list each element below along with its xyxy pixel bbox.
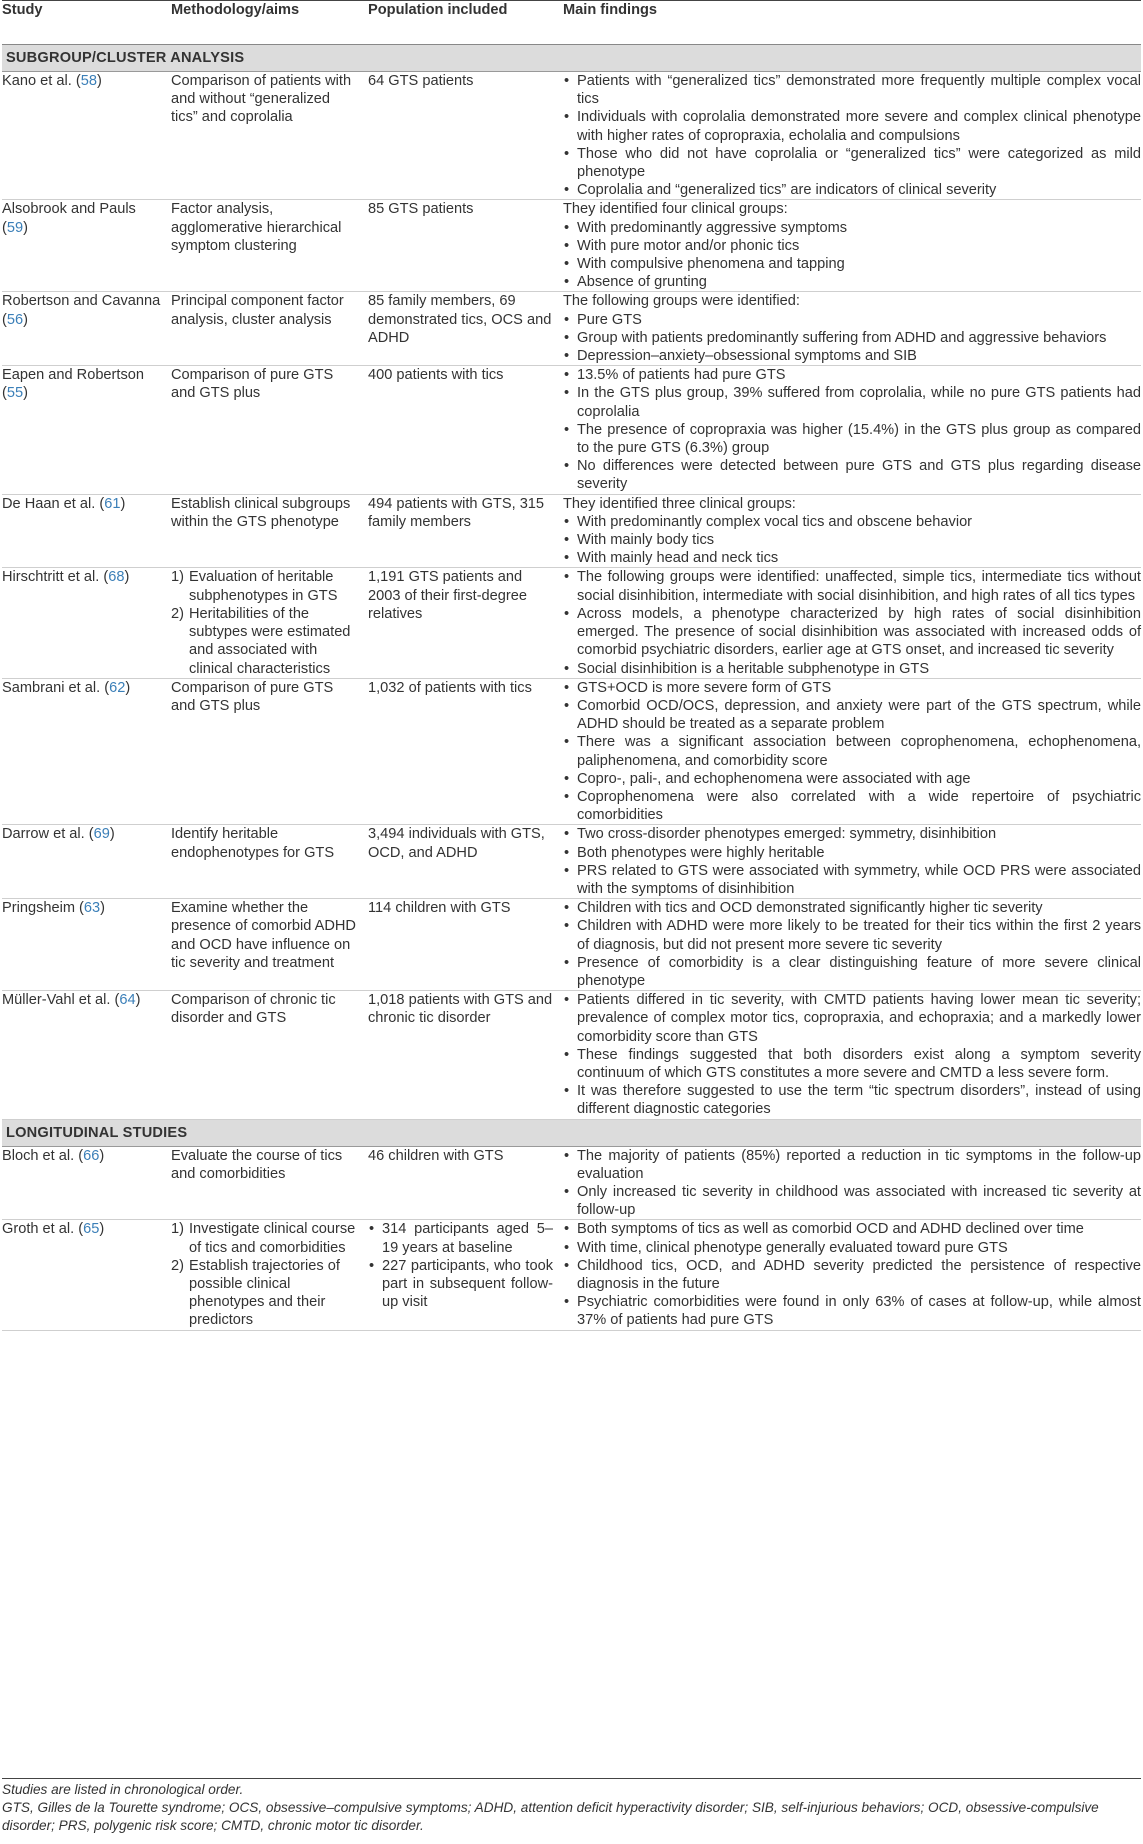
population-text: 64 GTS patients: [368, 73, 474, 89]
study-cell: Alsobrook and Pauls (59): [2, 200, 171, 292]
table-row: [2, 366, 1141, 494]
findings-list: [563, 568, 1141, 677]
findings-list: [563, 72, 1141, 199]
finding-item: • Children with tics and OCD demonstrated significantly higher tic severity: [563, 899, 1141, 917]
population-cell: [368, 568, 563, 678]
finding-item: • Patients with “generalized tics” demonstrated more frequently multiple complex vocal tics: [563, 72, 1141, 108]
finding-item: • The presence of copropraxia was higher (15.4%) in the GTS plus group as compared to the pure GTS (6.3%) group: [563, 421, 1141, 457]
finding-item: • 13.5% of patients had pure GTS: [563, 366, 1141, 384]
findings-cell: [563, 991, 1141, 1119]
population-text: 1,191 GTS patients and 2003 of their first-degree relatives: [368, 569, 527, 622]
findings-cell: [563, 1220, 1141, 1330]
methodology-cell: [171, 1146, 368, 1220]
population-text: 85 GTS patients: [368, 201, 474, 218]
reference-link[interactable]: 61: [104, 495, 121, 512]
population-text: 1,032 of patients with tics: [368, 679, 532, 696]
finding-item: • Presence of comorbidity is a clear distinguishing feature of more severe clinical phenotype: [563, 954, 1141, 990]
study-cell: Kano et al. (58): [2, 72, 171, 200]
findings-cell: [563, 200, 1141, 292]
finding-item: • GTS+OCD is more severe form of GTS: [563, 679, 1141, 697]
item-number: 2): [171, 605, 184, 622]
finding-item: • Pure GTS: [563, 311, 1141, 329]
methodology-text: Evaluation of heritable subphenotypes in GTS: [189, 569, 338, 604]
table-row: [2, 899, 1141, 991]
finding-item: • With compulsive phenomena and tapping: [563, 255, 1141, 273]
table-header-row: [2, 1, 1141, 45]
finding-item: • PRS related to GTS were associated with symmetry, while OCD PRS were associated with the symptoms of disinhibition: [563, 862, 1141, 898]
header-study: Study: [2, 1, 171, 45]
study-name: Kano et al.: [2, 73, 72, 89]
findings-intro: The following groups were identified:: [563, 293, 800, 310]
finding-item: • Individuals with coprolalia demonstrated more severe and complex clinical phenotype with higher rates of copropraxia, echolalia and compulsions: [563, 108, 1141, 144]
methodology-text: Establish clinical subgroups within the GTS phenotype: [171, 495, 351, 530]
study-cell: De Haan et al. (61): [2, 494, 171, 568]
study-name: Darrow et al.: [2, 826, 85, 843]
methodology-cell: [171, 825, 368, 899]
methodology-text: Factor analysis, agglomerative hierarchical symptom clustering: [171, 201, 342, 254]
finding-item: • No differences were detected between pure GTS and GTS plus regarding disease severity: [563, 457, 1141, 493]
section-title: SUBGROUP/CLUSTER ANALYSIS: [2, 45, 1141, 72]
finding-item: • Children with ADHD were more likely to be treated for their tics within the first 2 years of diagnosis, but did not present more severe tic severity: [563, 917, 1141, 953]
methodology-item: [171, 605, 358, 678]
study-name: Sambrani et al.: [2, 679, 101, 696]
header-methodology: Methodology/aims: [171, 1, 368, 45]
item-number: 1): [171, 569, 184, 586]
reference-link[interactable]: 65: [83, 1221, 100, 1238]
methodology-text: Heritabilities of the subtypes were estimated and associated with clinical characteristics: [189, 605, 351, 677]
finding-item: • Those who did not have coprolalia or “generalized tics” were categorized as mild phenotype: [563, 145, 1141, 181]
population-cell: [368, 1146, 563, 1220]
table-body: [2, 45, 1141, 1331]
methodology-text: Evaluate the course of tics and comorbidities: [171, 1147, 343, 1182]
methodology-text: Identify heritable endophenotypes for GTS: [171, 826, 335, 861]
findings-cell: [563, 568, 1141, 678]
methodology-list: [171, 1220, 358, 1329]
findings-list: [563, 513, 1141, 568]
study-cell: Pringsheim (63): [2, 899, 171, 991]
finding-item: • With predominantly complex vocal tics and obscene behavior: [563, 513, 1141, 531]
table-row: [2, 292, 1141, 366]
findings-list: [563, 219, 1141, 292]
finding-item: • With pure motor and/or phonic tics: [563, 237, 1141, 255]
finding-item: • Coprophenomena were also correlated with a wide repertoire of psychiatric comorbidities: [563, 788, 1141, 824]
methodology-text: Comparison of pure GTS and GTS plus: [171, 679, 334, 714]
population-text: 46 children with GTS: [368, 1147, 504, 1164]
methodology-text: Comparison of patients with and without “generalized tics” and coprolalia: [171, 73, 352, 126]
finding-item: • Comorbid OCD/OCS, depression, and anxiety were part of the GTS spectrum, while ADHD should be treated as a separate problem: [563, 697, 1141, 733]
methodology-cell: [171, 899, 368, 991]
table-row: [2, 72, 1141, 200]
finding-item: • Absence of grunting: [563, 273, 1141, 291]
population-text: 3,494 individuals with GTS, OCD, and ADHD: [368, 826, 545, 861]
finding-item: • Psychiatric comorbidities were found in only 63% of cases at follow-up, while almost 37% of patients had pure GTS: [563, 1293, 1141, 1329]
finding-item: • Patients differed in tic severity, with CMTD patients having lower mean tic severity; prevalence of complex motor tics, copropraxia, and echopraxia; and a markedly lower comorbidity score than GTS: [563, 991, 1141, 1046]
methodology-cell: [171, 292, 368, 366]
methodology-cell: [171, 366, 368, 494]
finding-item: • Across models, a phenotype characterized by high rates of social disinhibition emerged. The presence of social disinhibition was associated with increased odds of comorbid psychiatric disorders, earlier age at GTS onset, and increased tic severity: [563, 605, 1141, 660]
methodology-text: Comparison of chronic tic disorder and GTS: [171, 992, 336, 1027]
findings-list: [563, 366, 1141, 493]
finding-item: • With mainly head and neck tics: [563, 549, 1141, 567]
methodology-text: Investigate clinical course of tics and comorbidities: [189, 1221, 356, 1256]
population-text: 1,018 patients with GTS and chronic tic disorder: [368, 992, 553, 1027]
finding-item: • There was a significant association between coprophenomena, echophenomena, paliphenomena, and comorbidity score: [563, 733, 1141, 769]
findings-cell: [563, 678, 1141, 825]
findings-list: [563, 311, 1141, 366]
section-title: LONGITUDINAL STUDIES: [2, 1119, 1141, 1146]
finding-item: • Depression–anxiety–obsessional symptoms and SIB: [563, 347, 1141, 365]
section-header-row: [2, 45, 1141, 72]
population-text: 494 patients with GTS, 315 family members: [368, 495, 545, 530]
footnote-order: Studies are listed in chronological order.: [2, 1782, 244, 1797]
population-cell: [368, 72, 563, 200]
methodology-cell: [171, 678, 368, 825]
table-row: [2, 991, 1141, 1119]
finding-item: • With predominantly aggressive symptoms: [563, 219, 1141, 237]
methodology-cell: [171, 568, 368, 678]
studies-table: [2, 0, 1141, 1331]
finding-item: • With time, clinical phenotype generally evaluated toward pure GTS: [563, 1239, 1141, 1257]
reference-link[interactable]: 55: [6, 385, 24, 402]
population-cell: [368, 1220, 563, 1330]
reference-link[interactable]: 56: [6, 311, 24, 328]
population-text: 400 patients with tics: [368, 367, 504, 384]
study-cell: Bloch et al. (66): [2, 1146, 171, 1220]
population-item: • 227 participants, who took part in subsequent follow-up visit: [368, 1257, 553, 1312]
methodology-item: [171, 1220, 358, 1256]
finding-item: • In the GTS plus group, 39% suffered from coprolalia, while no pure GTS patients had coprolalia: [563, 384, 1141, 420]
population-cell: [368, 825, 563, 899]
findings-cell: [563, 494, 1141, 568]
study-cell: Hirschtritt et al. (68): [2, 568, 171, 678]
study-name: De Haan et al.: [2, 495, 96, 512]
methodology-item: [171, 1257, 358, 1330]
table-footnotes: [2, 1778, 1141, 1835]
findings-list: [563, 899, 1141, 990]
header-findings: Main findings: [563, 1, 1141, 45]
finding-item: • Two cross-disorder phenotypes emerged: symmetry, disinhibition: [563, 825, 1141, 843]
study-name: Robertson and Cavanna: [2, 293, 161, 310]
methodology-item: [171, 568, 358, 604]
reference-link[interactable]: 58: [80, 73, 97, 89]
methodology-cell: [171, 991, 368, 1119]
population-cell: [368, 494, 563, 568]
findings-intro: They identified four clinical groups:: [563, 201, 788, 218]
study-name: Groth et al.: [2, 1221, 75, 1238]
table-row: [2, 568, 1141, 678]
reference-link[interactable]: 66: [83, 1147, 100, 1164]
methodology-list: [171, 568, 358, 677]
study-cell: Sambrani et al. (62): [2, 678, 171, 825]
study-cell: Müller-Vahl et al. (64): [2, 991, 171, 1119]
study-name: Alsobrook and Pauls: [2, 201, 136, 218]
findings-list: [563, 679, 1141, 825]
findings-list: [563, 1220, 1141, 1329]
finding-item: • Childhood tics, OCD, and ADHD severity predicted the persistence of respective diagnosis in the future: [563, 1257, 1141, 1293]
population-cell: [368, 366, 563, 494]
population-text: 114 children with GTS: [368, 900, 511, 917]
population-cell: [368, 678, 563, 825]
study-name: Pringsheim: [2, 900, 75, 917]
findings-cell: [563, 899, 1141, 991]
reference-link[interactable]: 62: [109, 679, 126, 696]
population-cell: [368, 292, 563, 366]
footnote-abbreviations: GTS, Gilles de la Tourette syndrome; OCS, obsessive–compulsive symptoms; ADHD, attention deficit hyperactivity disorder; SIB, self-injurious behaviors; OCD, obsessive-compulsive disorder; PRS, polygenic risk score; CMTD, chronic motor tic disorder.: [2, 1800, 1099, 1833]
population-list: [368, 1220, 553, 1311]
table-row: [2, 825, 1141, 899]
study-cell: Eapen and Robertson (55): [2, 366, 171, 494]
methodology-cell: [171, 494, 368, 568]
finding-item: • Only increased tic severity in childhood was associated with increased tic severity at follow-up: [563, 1183, 1141, 1219]
methodology-text: Examine whether the presence of comorbid ADHD and OCD have influence on tic severity and treatment: [171, 900, 356, 971]
findings-cell: [563, 292, 1141, 366]
findings-list: [563, 825, 1141, 898]
item-number: 1): [171, 1221, 184, 1238]
study-cell: Robertson and Cavanna (56): [2, 292, 171, 366]
section-header-row: [2, 1119, 1141, 1146]
table-row: [2, 200, 1141, 292]
reference-link[interactable]: 69: [93, 826, 110, 843]
population-item: • 314 participants aged 5–19 years at baseline: [368, 1220, 553, 1256]
study-name: Müller-Vahl et al.: [2, 992, 111, 1009]
methodology-cell: [171, 1220, 368, 1330]
findings-cell: [563, 72, 1141, 200]
study-name: Eapen and Robertson: [2, 367, 144, 384]
study-name: Bloch et al.: [2, 1147, 75, 1164]
study-cell: Groth et al. (65): [2, 1220, 171, 1330]
findings-list: [563, 1147, 1141, 1220]
finding-item: • The majority of patients (85%) reported a reduction in tic symptoms in the follow-up evaluation: [563, 1147, 1141, 1183]
header-population: Population included: [368, 1, 563, 45]
population-text: 85 family members, 69 demonstrated tics, OCS and ADHD: [368, 293, 552, 346]
population-cell: [368, 200, 563, 292]
findings-cell: [563, 366, 1141, 494]
reference-link[interactable]: 63: [83, 900, 101, 917]
population-cell: [368, 991, 563, 1119]
reference-link[interactable]: 68: [108, 569, 125, 586]
finding-item: • Coprolalia and “generalized tics” are indicators of clinical severity: [563, 181, 1141, 199]
findings-cell: [563, 825, 1141, 899]
reference-link[interactable]: 64: [119, 992, 136, 1009]
finding-item: • Both phenotypes were highly heritable: [563, 844, 1141, 862]
table-row: [2, 678, 1141, 825]
table-row: [2, 494, 1141, 568]
study-name: Hirschtritt et al.: [2, 569, 100, 586]
reference-link[interactable]: 59: [6, 219, 24, 236]
findings-list: [563, 991, 1141, 1118]
finding-item: • It was therefore suggested to use the term “tic spectrum disorders”, instead of using different diagnostic categories: [563, 1082, 1141, 1118]
methodology-cell: [171, 200, 368, 292]
finding-item: • Group with patients predominantly suffering from ADHD and aggressive behaviors: [563, 329, 1141, 347]
finding-item: • Both symptoms of tics as well as comorbid OCD and ADHD declined over time: [563, 1220, 1141, 1238]
methodology-cell: [171, 72, 368, 200]
population-cell: [368, 899, 563, 991]
findings-cell: [563, 1146, 1141, 1220]
methodology-text: Principal component factor analysis, cluster analysis: [171, 293, 344, 328]
finding-item: • These findings suggested that both disorders exist along a symptom severity continuum of which GTS constitutes a more severe and CMTD a less severe form.: [563, 1046, 1141, 1082]
finding-item: • Social disinhibition is a heritable subphenotype in GTS: [563, 660, 1141, 678]
table-row: [2, 1146, 1141, 1220]
findings-intro: They identified three clinical groups:: [563, 495, 796, 512]
item-number: 2): [171, 1257, 184, 1274]
finding-item: • The following groups were identified: unaffected, simple tics, intermediate tics without social disinhibition, intermediate with social disinhibition, and high rates of all tics types: [563, 568, 1141, 604]
study-cell: Darrow et al. (69): [2, 825, 171, 899]
finding-item: • With mainly body tics: [563, 531, 1141, 549]
methodology-text: Establish trajectories of possible clinical phenotypes and their predictors: [189, 1257, 340, 1329]
finding-item: • Copro-, pali-, and echophenomena were associated with age: [563, 770, 1141, 788]
table-row: [2, 1220, 1141, 1330]
methodology-text: Comparison of pure GTS and GTS plus: [171, 367, 334, 402]
